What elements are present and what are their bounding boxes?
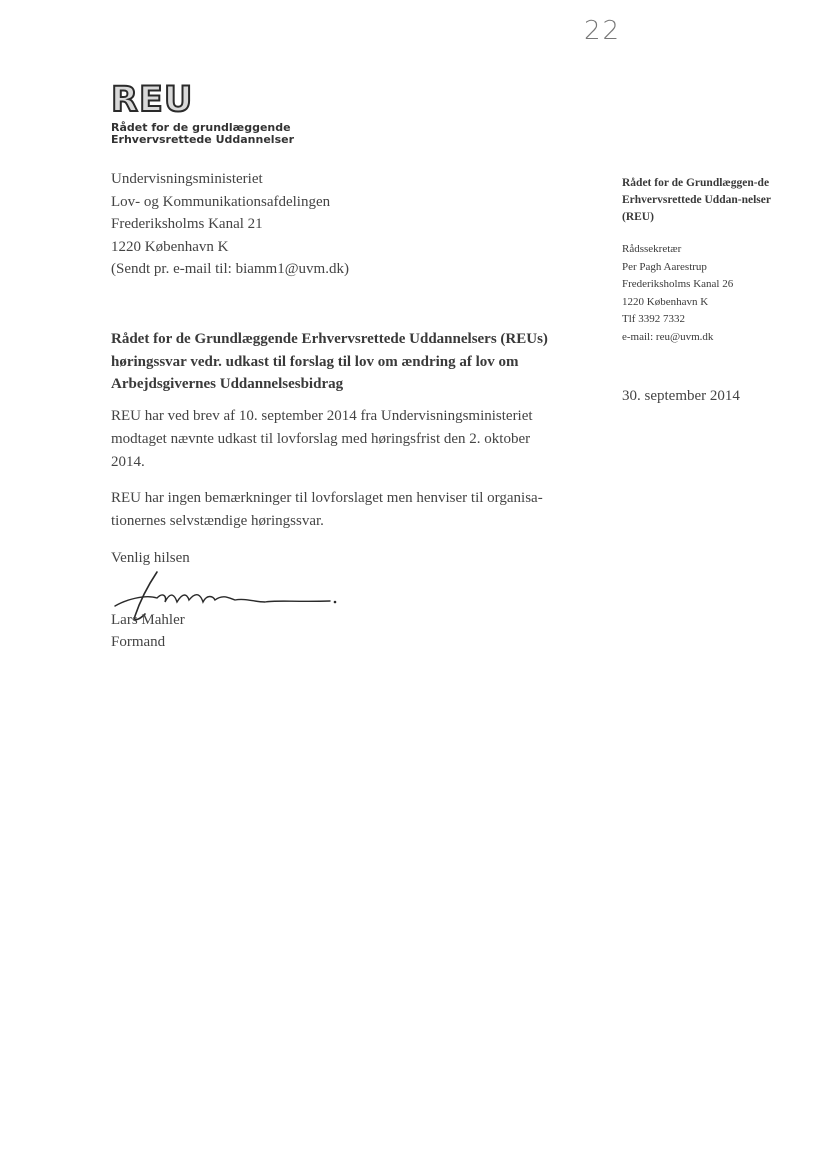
sender-details [622,241,792,346]
logo-subtitle-line1: Rådet for de grundlæggende [111,121,291,134]
sender-phone: Tlf 3392 7332 [622,313,685,325]
recipient-line: Lov- og Kommunikationsafdelingen [111,193,331,210]
recipient-address [111,168,349,281]
sender-email: e-mail: reu@uvm.dk [622,330,714,343]
sender-block [622,175,792,346]
signer-block [111,609,185,653]
recipient-line: Undervisningsministeriet [111,171,263,187]
recipient-line: 1220 København K [111,238,229,255]
signer-role: Formand [111,634,166,650]
recipient-line: Frederiksholms Kanal 21 [111,216,263,232]
letter-subject: Rådet for de Grundlæggende Erhvervsrettede Uddannelsers (REUs) høringssvar vedr. udkast til forslag til lov om ændring af lov om Arbejdsgivernes Uddannelsesbidrag [111,331,548,392]
sender-title: Rådssekretær [622,243,682,255]
letter-date: 30. september 2014 [622,388,740,404]
signer-name: Lars Mahler [111,612,185,628]
logo-subtitle [111,122,294,146]
closing-greeting: Venlig hilsen [111,550,190,566]
logo-subtitle-line2: Erhvervsrettede Uddannelser [111,133,294,146]
sender-name: Per Pagh Aarestrup [622,260,707,273]
reu-logo: REU [111,80,194,120]
recipient-line: (Sendt pr. e-mail til: biamm1@uvm.dk) [111,261,349,277]
body-paragraph-1: REU har ved brev af 10. september 2014 fra Undervisningsministeriet modtaget nævnte udkast til lovforslag med høringsfrist den 2. oktober 2014. [111,408,533,470]
sender-street: Frederiksholms Kanal 26 [622,278,734,290]
page-number: 22 [584,16,622,46]
sender-organization: Rådet for de Grundlæggen-de Erhvervsrettede Uddan-nelser (REU) [622,177,771,223]
body-paragraph-2: REU har ingen bemærkninger til lovforslaget men henviser til organisa-tionernes selvstændige høringssvar. [111,490,543,529]
sender-city: 1220 København K [622,295,709,308]
